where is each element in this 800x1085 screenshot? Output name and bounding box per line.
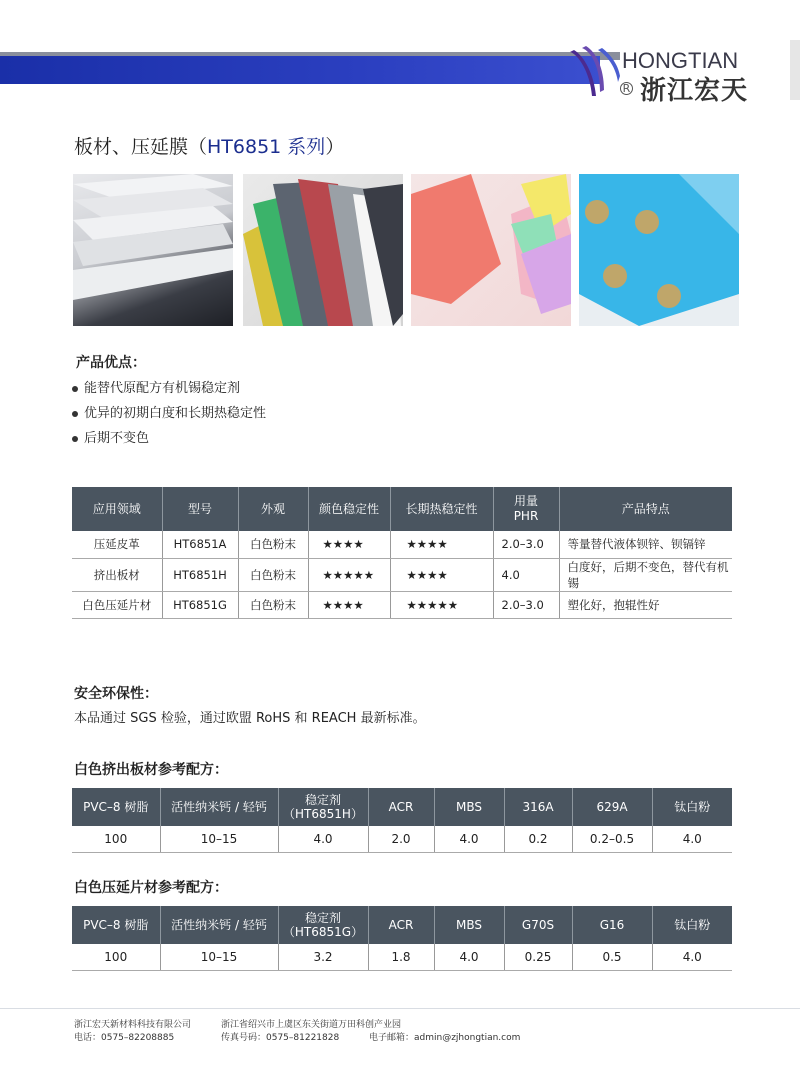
column-header: 用量 PHR [493, 487, 559, 531]
advantage-text: 后期不变色 [84, 430, 150, 446]
table-row [72, 591, 732, 618]
column-header: 629A [572, 788, 652, 826]
column-header: ACR [368, 906, 434, 944]
table-cell: ★★★★★ [308, 558, 390, 591]
title-suffix: ） [325, 136, 345, 158]
table-cell: 白色粉末 [238, 558, 308, 591]
table-cell: 1.8 [368, 944, 434, 970]
title-series: HT6851 系列 [207, 136, 326, 158]
footer-company: 浙江宏天新材料科技有限公司 [74, 1020, 192, 1030]
column-header: 活性纳米钙 / 轻钙 [160, 788, 278, 826]
table-cell: 等量替代液体钡锌、钡镉锌 [559, 531, 732, 558]
column-header: 钛白粉 [652, 788, 732, 826]
safety-title: 安全环保性： [74, 686, 158, 702]
table-cell: 3.2 [278, 944, 368, 970]
footer-email: 电子邮箱：admin@zjhongtian.com [369, 1033, 521, 1043]
list-item [72, 401, 266, 426]
column-header: PVC–8 树脂 [72, 788, 160, 826]
advantage-text: 优异的初期白度和长期热稳定性 [84, 405, 267, 421]
table-cell: HT6851A [162, 531, 238, 558]
brand-name-en: HONGTIAN [622, 48, 739, 73]
sheet-stack-photo [73, 174, 233, 326]
table-cell: 0.2 [504, 826, 572, 852]
table-cell: ★★★★ [390, 558, 493, 591]
bullet-icon [72, 386, 78, 392]
table-cell: 塑化好，抱辊性好 [559, 591, 732, 618]
table-cell: 0.5 [572, 944, 652, 970]
column-header: ACR [368, 788, 434, 826]
column-header: 稳定剂 （HT6851G） [278, 906, 368, 944]
column-header: 产品特点 [559, 487, 732, 531]
table-cell: HT6851G [162, 591, 238, 618]
footer-phone: 电话：0575–82208885 [74, 1033, 175, 1043]
table-cell: 白色粉末 [238, 531, 308, 558]
title-prefix: 板材、压延膜（ [74, 136, 208, 158]
table-row [72, 826, 732, 852]
registered-mark-icon: R [620, 82, 633, 95]
table-cell: 100 [72, 944, 160, 970]
table-cell: 4.0 [652, 826, 732, 852]
header-blue-band [0, 56, 600, 84]
brand-name-cn: 浙江宏天 [640, 76, 749, 106]
blue-film-disc-photo [579, 174, 739, 326]
footer-fax: 传真号码：0575–81221828 [221, 1033, 340, 1043]
table-cell: 4.0 [434, 944, 504, 970]
column-header: 型号 [162, 487, 238, 531]
column-header: MBS [434, 906, 504, 944]
table-header-row [72, 788, 732, 826]
formula1-title: 白色挤出板材参考配方： [74, 762, 228, 778]
column-header: 钛白粉 [652, 906, 732, 944]
table-cell: 0.25 [504, 944, 572, 970]
table-cell: 4.0 [434, 826, 504, 852]
column-header: 长期热稳定性 [390, 487, 493, 531]
formula1-table [72, 788, 732, 853]
page-title [74, 132, 344, 159]
column-header: PVC–8 树脂 [72, 906, 160, 944]
product-table [72, 487, 732, 619]
column-header: 应用领域 [72, 487, 162, 531]
list-item [72, 376, 266, 401]
footer-address: 浙江省绍兴市上虞区东关街道万田科创产业园 [221, 1020, 402, 1030]
table-cell: 100 [72, 826, 160, 852]
bullet-icon [72, 436, 78, 442]
header-edge-strip [790, 40, 800, 100]
table-cell: 白度好，后期不变色，替代有机锡 [559, 558, 732, 591]
table-cell: 2.0–3.0 [493, 591, 559, 618]
table-cell: 2.0 [368, 826, 434, 852]
table-cell: 4.0 [652, 944, 732, 970]
brand-logo [568, 42, 758, 104]
table-cell: 4.0 [278, 826, 368, 852]
formula2-title: 白色压延片材参考配方： [74, 880, 228, 896]
column-header: 外观 [238, 487, 308, 531]
advantages-title: 产品优点： [76, 355, 146, 371]
column-header: G16 [572, 906, 652, 944]
table-cell: 压延皮革 [72, 531, 162, 558]
table-cell: 0.2–0.5 [572, 826, 652, 852]
table-row [72, 531, 732, 558]
pastel-films-photo [411, 174, 571, 326]
list-item [72, 426, 266, 451]
advantage-text: 能替代原配方有机锡稳定剂 [84, 380, 241, 396]
table-row [72, 944, 732, 970]
table-cell: ★★★★ [390, 531, 493, 558]
table-cell: ★★★★ [308, 531, 390, 558]
column-header: 活性纳米钙 / 轻钙 [160, 906, 278, 944]
formula2-table [72, 906, 732, 971]
column-header: 316A [504, 788, 572, 826]
table-cell: 挤出板材 [72, 558, 162, 591]
logo-mark-icon [568, 46, 620, 102]
column-header: G70S [504, 906, 572, 944]
column-header: 稳定剂 （HT6851H） [278, 788, 368, 826]
table-cell: ★★★★★ [390, 591, 493, 618]
table-cell: HT6851H [162, 558, 238, 591]
column-header: MBS [434, 788, 504, 826]
table-cell: 白色压延片材 [72, 591, 162, 618]
advantages-list [72, 376, 266, 451]
table-cell: 10–15 [160, 826, 278, 852]
table-cell: 4.0 [493, 558, 559, 591]
table-header-row [72, 487, 732, 531]
table-cell: 2.0–3.0 [493, 531, 559, 558]
table-cell: ★★★★ [308, 591, 390, 618]
safety-text: 本品通过 SGS 检验，通过欧盟 RoHS 和 REACH 最新标准。 [74, 711, 426, 726]
table-header-row [72, 906, 732, 944]
bullet-icon [72, 411, 78, 417]
table-row [72, 558, 732, 591]
column-header: 颜色稳定性 [308, 487, 390, 531]
colored-sheets-photo [243, 174, 403, 326]
table-cell: 白色粉末 [238, 591, 308, 618]
table-cell: 10–15 [160, 944, 278, 970]
footer-divider [0, 1008, 800, 1009]
